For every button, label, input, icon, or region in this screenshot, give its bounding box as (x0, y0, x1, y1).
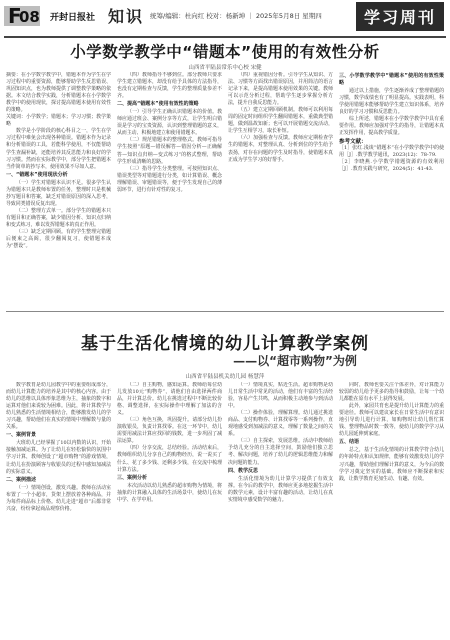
section-heading: 二、案例描述 (6, 476, 37, 483)
article2-column-4 (339, 382, 444, 634)
article2-body (6, 382, 444, 634)
paragraph: （四）教师指导不够到位。部分教师只要求学生建立错题本，却没有给予具体的方法指导，也没有定期检查与反馈，学生的整理质量参差不齐。 (117, 72, 222, 100)
section-heading: 四、教学反思 (228, 467, 259, 474)
paragraph: （二）操作体验，理解算理。幼儿通过挑选商品、支付购物券、计算找零等一系列操作，直观地感受到加减法的意义，理解了数量之间的关系。 (228, 410, 333, 438)
paragraph: 此外，家园共育也是提升幼儿计算能力的重要途径。教师可以建议家长在日常生活中有意识地引导幼儿进行计算，如购物时让幼儿帮忙算钱、整理物品时数一数等，使幼儿的数学学习从幼儿园延伸到家庭。 (339, 403, 444, 438)
newspaper-brand: 开封日报社 (50, 13, 96, 23)
paragraph: （三）指导学生分类整理。可按照知识点、错误类型等对错题进行分类，如计算错误、概念理解错误、审题错误等，便于学生发现自己的薄弱环节，进行有针对性的复习。 (117, 165, 222, 193)
article1-body (6, 72, 444, 308)
paragraph: （二）整理方式单一。部分学生的错题本只有题目和正确答案，缺少错因分析、知识点归纳和变式练习，难以发挥错题本的真正作用。 (6, 207, 111, 228)
article1-column-4 (339, 72, 444, 308)
article1-column-1 (6, 72, 111, 308)
article2-column-3 (228, 382, 333, 634)
article1-title: 小学数学教学中“错题本”使用的有效性分析 (70, 43, 380, 61)
section-title: 知识 (108, 7, 145, 26)
article2-author: 山西省平陆县机关幼儿园 杨慧萍 (185, 374, 265, 380)
page-letter: F (8, 4, 22, 28)
article2-column-1 (6, 382, 111, 634)
article1-column-3 (228, 72, 333, 308)
paragraph: （一）情境真实，贴近生活。超市购物是幼儿日常生活中常见的活动，他们有丰富的生活经验，容易产生共鸣，从而积极主动地参与到活动中。 (228, 382, 333, 410)
paragraph: （四）重视错因分析。引导学生从知识、方法、习惯等方面找出错误原因，并用简洁的语言记录下来，是提高错题本使用效果的关键。教师可以示范分析过程，帮助学生逐步掌握分析方法，提升自我反思能力。 (228, 72, 333, 107)
paragraph: 通过以上措施，学生逐渐养成了整理错题的习惯，数学成绩也有了明显提高。实践表明，科学使用错题本能够帮助学生建立知识体系，培养良好的学习习惯和反思能力。 (339, 88, 444, 116)
section-heading: 五、结语 (339, 439, 360, 446)
paragraph: 总之，基于生活化情境的计算教学符合幼儿的年龄特点和认知规律，能够有效激发幼儿的学习兴趣，帮助他们理解计算的意义，为今后的数学学习奠定坚实的基础。教师应不断探索和实践，让数学教育更加生动、有趣、有效。 (339, 447, 444, 482)
section-heading: 三、小学数学教学中“错题本”使用的有效性策略 (339, 73, 444, 87)
paragraph: （一）引导学生正确认识错题本的价值。教师应通过班会、案例分享等方式，让学生明白错误是学习的宝贵资源，认识到整理错题的意义，从而主动、积极地建立和使用错题本。 (117, 109, 222, 137)
article1-author: 山西省平陆县常乐中心校 宋健 (188, 65, 262, 71)
section-heading: 二、提高“错题本”使用有效性的策略 (117, 101, 199, 108)
page-number: 08 (19, 8, 40, 26)
paragraph: 数学教育是幼儿园教学中的重要组成部分，而幼儿计算能力的培养是其中的核心内容。由于幼儿的思维以具体形象思维为主，抽象的数字和运算对他们来说较为困难。因此，将计算教学与幼儿熟悉的生活情境相结合，能够激发幼儿的学习兴趣，帮助他们在真实的情境中理解数与量的关系。 (6, 382, 111, 431)
paragraph: （一）情境创设，激发兴趣。教师在活动室布置了一个小超市，货架上摆放着各种商品，并为每件商品标上价格。幼儿走进“超市”后都非常兴奋，纷纷拿起商品观察价格。 (6, 484, 111, 512)
section-heading: 三、案例分析 (117, 474, 148, 481)
paragraph: （三）缺乏定期回顾。有的学生整理完错题后便束之高阁，很少翻阅复习，使错题本成为“摆设”。 (6, 229, 111, 250)
article2-subtitle: ——以“超市购物”为例 (233, 354, 357, 368)
paragraph: （二）自主购物，感知运算。教师给每位幼儿发放10元“购物券”，请他们自由选择两件商品，并计算总价。幼儿在挑选过程中不断比较价格、调整选择，在实际操作中理解了加法的含义。 (117, 382, 222, 417)
paragraph: （四）分享交流，总结经验。活动结束后，教师组织幼儿分享自己的购物经历，说一说买了什么、花了多少钱、还剩多少钱，在交流中梳理计算方法。 (117, 445, 222, 473)
article1-keywords: 关键词：小学数学；错题本；学习习惯；教学策略 (6, 114, 111, 128)
references (339, 137, 444, 173)
reference-item: ［2］李晓燕.小学数学错题资源的有效利用［J］.教育实践与研究，2024(5)：41-43. (339, 159, 444, 173)
paragraph: 大班幼儿已经掌握了10以内数的认识，开始接触加减运算。为了让幼儿在轻松愉快的氛围中学习计算，教师创设了“超市购物”的游戏情境，让幼儿在扮演顾客与收银员的过程中感知加减法的实际意义。 (6, 440, 111, 475)
edition-info: 统筹/编辑：杜向红 校对：杨新坤 ｜ 2025年5月8日 星期四 (150, 12, 322, 20)
section-heading: 一、案例背景 (6, 432, 37, 439)
paragraph: 数学是小学阶段的核心科目之一，学生在学习过程中难免会出现各种错误。错题本作为记录和分析错误的工具，若能科学使用，不仅能帮助学生查漏补缺，还能培养其反思能力和良好的学习习惯。然而在实际教学中，部分学生把错题本当作简单的抄写本，使用效果不尽如人意。 (6, 128, 111, 170)
paragraph: （三）自主探索，发展思维。活动中教师给予幼儿充分的自主选择空间，鼓励他们独立思考、解决问题，培养了幼儿的逻辑思维能力和解决问题的能力。 (228, 438, 333, 466)
header-rule (4, 36, 446, 38)
references-heading: 参考文献： (339, 139, 367, 146)
page-header (0, 0, 450, 40)
paragraph: （一）学生对错题本认识不足。很多学生认为错题本只是教师布置的任务，整理时只是机械抄写题目和答案，缺乏对错误原因的深入思考，导致同类错误反复出现。 (6, 179, 111, 207)
paragraph: （三）角色互换，巩固提升。请部分幼儿扮演收银员，负责计算找零。在这一环节中，幼儿需要用减法计算应找回的钱数，进一步巩固了减法运算。 (117, 417, 222, 445)
article2-title: 基于生活化情境的幼儿计算教学案例 (81, 334, 369, 354)
paper-name: 学习周刊 (356, 2, 444, 31)
paragraph: （六）加强检查与反馈。教师应定期检查学生的错题本，对整理认真、分析到位的学生给予表扬，对存在问题的学生及时指导，使错题本真正成为学生学习的好帮手。 (228, 135, 333, 163)
reference-item: ［1］张红.浅谈“错题本”在小学数学教学中的使用［J］.数学教学通讯，2023(12)：78-79. (339, 145, 444, 159)
article2-column-2 (117, 382, 222, 634)
section-heading: 一、“错题本”使用现状分析 (6, 171, 68, 178)
article1-column-2 (117, 72, 222, 308)
paragraph: 同时，教师也要关注个体差异，对计算能力较弱的幼儿给予更多的指导和鼓励，让每一个幼儿都能在原有水平上获得发展。 (339, 382, 444, 403)
paragraph: （二）规范错题本的整理格式。教师可指导学生按照“原题—错误解答—错因分析—正确解答—知识点归纳—变式练习”的格式整理，帮助学生形成清晰的思路。 (117, 137, 222, 165)
article1-abstract: 摘要：在小学数学教学中，错题本作为学生在学习过程中的重要资源，能够帮助学生反思错误、巩固知识点，也为教师提供了调整教学策略的依据。本文结合教学实践，分析错题本在小学数学教学中的使用现状，探讨提高错题本使用有效性的策略。 (6, 72, 111, 114)
paragraph: 综上所述，错题本在小学数学教学中具有重要作用。教师应加强对学生的指导，让错题本真正发挥作用，提高教学质量。 (339, 116, 444, 137)
article-divider (6, 311, 444, 312)
paragraph: （五）建立定期回顾机制。教师可以利用每周的固定时间组织学生翻阅错题本，重做典型错题，做到温故知新；也可以开展错题交流活动，让学生互相学习，取长补短。 (228, 107, 333, 135)
paragraph: 生活化情境为幼儿计算学习提供了有效支撑。在今后的教学中，教师应更多地挖掘生活中的数学元素，设计丰富有趣的活动，让幼儿在真实情境中感受数学的魅力。 (228, 475, 333, 503)
paragraph: 本次活动以幼儿熟悉的超市购物为情境，将抽象的计算融入具体的生活场景中，使幼儿在玩中学、在学中用。 (117, 482, 222, 503)
